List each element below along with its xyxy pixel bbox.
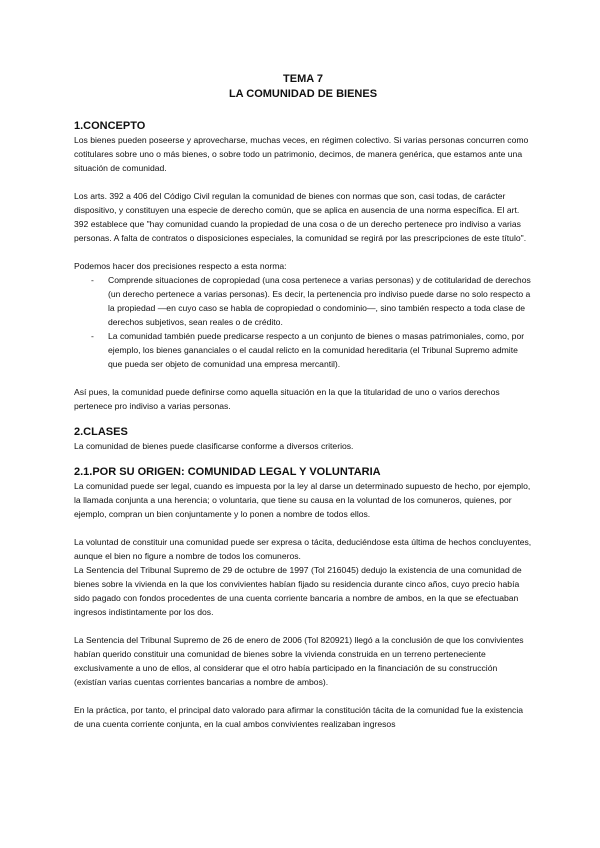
bullet-mark: - <box>91 275 94 285</box>
list-item-text: Comprende situaciones de copropiedad (una cosa pertenece a varias personas) y de cotitularidad de derechos (un derecho pertenece a varias personas). Es decir, la pertenencia pro indiviso puede darse no solo respecto a la propiedad —en cuyo caso se habla de copropiedad o condominio—, sino también respecto a toda clase de derechos subjetivos, sean reales o de crédito. <box>108 275 531 327</box>
paragraph: La comunidad puede ser legal, cuando es impuesta por la ley al darse un determinado supuesto de hecho, por ejemplo, la llamada conjunta a una herencia; o voluntaria, que tiene su causa en la voluntad de los comuneros, quienes, por ejemplo, compran un bien conjuntamente y lo ponen a nombre de todos ellos. <box>74 481 531 519</box>
list-item-text: La comunidad también puede predicarse respecto a un conjunto de bienes o masas patrimoniales, como, por ejemplo, los bienes gananciales o el caudal relicto en la comunidad hereditaria (el Tribunal Supremo admite que pueda ser objeto de comunidad una empresa mercantil). <box>108 331 525 369</box>
section-heading-clases: 2.CLASES <box>74 426 128 438</box>
paragraph: La comunidad de bienes puede clasificarse conforme a diversos criterios. <box>74 441 354 451</box>
precisiones-list <box>74 273 532 371</box>
paragraph: Podemos hacer dos precisiones respecto a esta norma: <box>74 261 287 271</box>
paragraph: La Sentencia del Tribunal Supremo de 29 de octubre de 1997 (Tol 216045) dedujo la existencia de una comunidad de bienes sobre la vivienda en la que los convivientes habían fijado su residencia durante cinco años, cuyo precio había sido pagado con fondos procedentes de una cuenta corriente bancaria a nombre de ambos, en la que se efectuaban ingresos indistintamente por los dos. <box>74 565 522 617</box>
document-header <box>74 72 532 102</box>
tema-number: TEMA 7 <box>283 73 323 85</box>
section-heading-concepto: 1.CONCEPTO <box>74 120 146 132</box>
paragraph: La voluntad de constituir una comunidad puede ser expresa o tácita, deduciéndose esta última de hechos concluyentes, aunque el bien no figure a nombre de todos los comuneros. <box>74 537 532 561</box>
paragraph: En la práctica, por tanto, el principal dato valorado para afirmar la constitución tácita de la comunidad fue la existencia de una cuenta corriente conjunta, en la cual ambos convivientes realizaban ingresos <box>74 705 524 729</box>
bullet-mark: - <box>91 331 94 341</box>
document-page <box>74 72 532 731</box>
paragraph: Así pues, la comunidad puede definirse como aquella situación en la que la titularidad de uno o varios derechos pertenece pro indiviso a varias personas. <box>74 387 500 411</box>
paragraph: La Sentencia del Tribunal Supremo de 26 de enero de 2006 (Tol 820921) llegó a la conclusión de que los convivientes habían querido constituir una comunidad de bienes sobre la vivienda construida en un terreno perteneciente exclusivamente a uno de ellos, al considerar que el otro había participado en la financiación de su construcción (existían varias cuentas corrientes bancarias a nombre de ambos). <box>74 635 524 687</box>
paragraph: Los arts. 392 a 406 del Código Civil regulan la comunidad de bienes con normas que son, casi todas, de carácter dispositivo, y constituyen una especie de derecho común, que se aplica en ausencia de una norma específica. El art. 392 establece que "hay comunidad cuando la propiedad de una cosa o de un derecho pertenece pro indiviso a varias personas. A falta de contratos o disposiciones especiales, la comunidad se regirá por las prescripciones de este título". <box>74 191 527 243</box>
subsection-heading-origen: 2.1.POR SU ORIGEN: COMUNIDAD LEGAL Y VOLUNTARIA <box>74 466 381 478</box>
document-title: LA COMUNIDAD DE BIENES <box>228 88 378 100</box>
list-item <box>74 273 532 329</box>
paragraph: Los bienes pueden poseerse y aprovecharse, muchas veces, en régimen colectivo. Si varias personas concurren como cotitulares sobre uno o más bienes, o sobre todo un patrimonio, decimos, de manera genérica, que estamos ante una situación de comunidad. <box>74 135 529 173</box>
list-item <box>74 329 532 371</box>
